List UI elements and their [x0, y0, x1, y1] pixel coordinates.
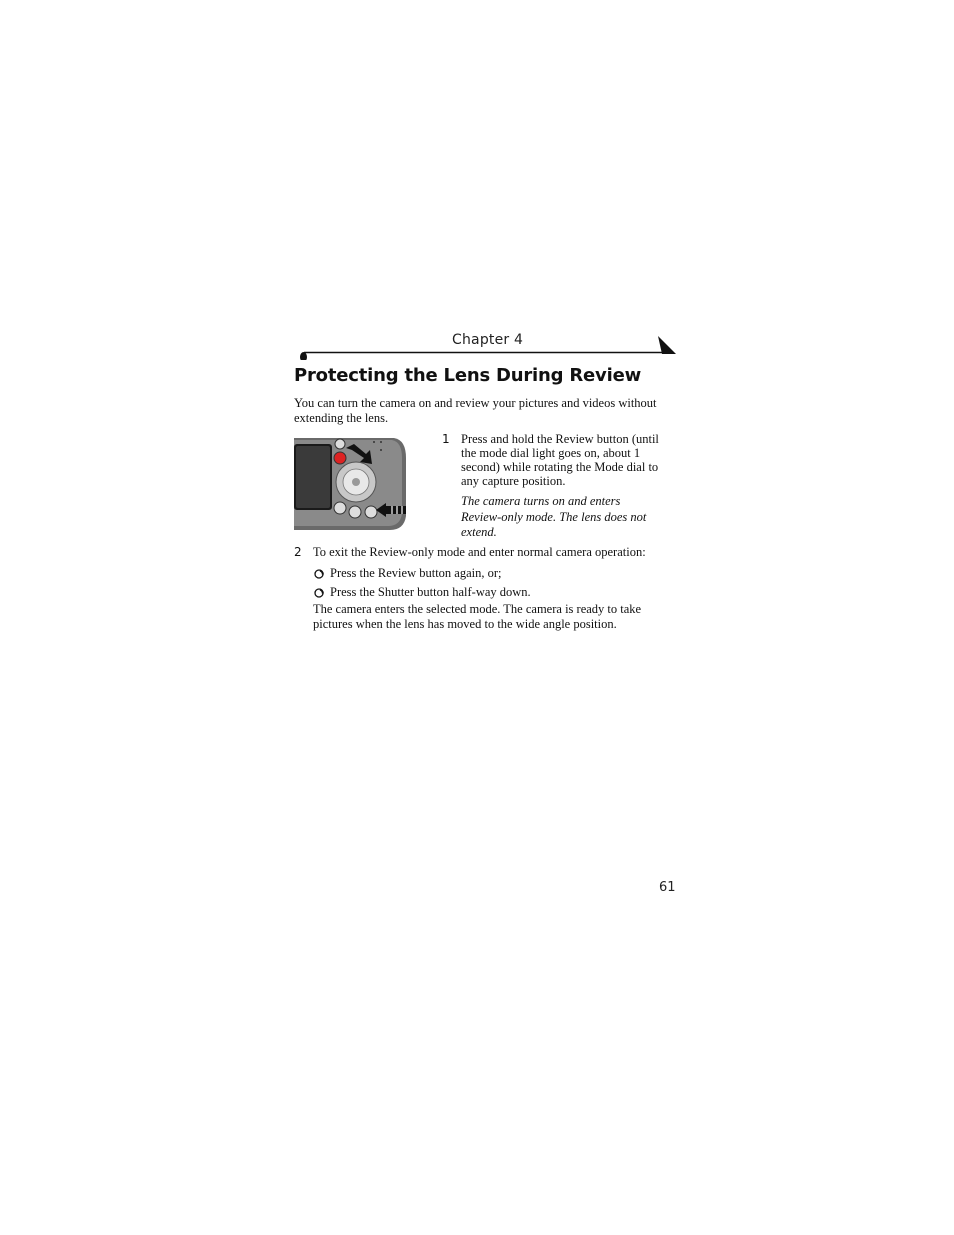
checkbox-bullet-icon [314, 588, 324, 598]
list-item [313, 583, 531, 602]
chapter-label: Chapter 4 [452, 332, 524, 348]
option-text: Press the Shutter button half-way down. [330, 585, 531, 599]
page-number: 61 [659, 880, 676, 895]
camera-illustration [294, 436, 410, 532]
step-number: 2 [294, 545, 302, 559]
step-text: Press and hold the Review button (until the mode dial light goes on, about 1 second) while rotating the Mode dial to any capture position. [461, 432, 659, 488]
checkbox-bullet-icon [314, 569, 324, 579]
step-result: The camera enters the selected mode. The camera is ready to take pictures when the lens has moved to the wide angle position. [313, 602, 642, 631]
step-text: To exit the Review-only mode and enter normal camera operation: [313, 545, 646, 559]
list-item [313, 564, 531, 583]
intro-paragraph: You can turn the camera on and review your pictures and videos without extending the lens. [294, 396, 657, 425]
option-list [313, 564, 531, 602]
section-title: Protecting the Lens During Review [294, 365, 642, 386]
chapter-header [296, 330, 680, 358]
step-result: The camera turns on and enters Review-only mode. The lens does not extend. [461, 494, 647, 539]
camera-back-icon [294, 436, 410, 532]
step-number: 1 [442, 432, 450, 446]
option-text: Press the Review button again, or; [330, 566, 502, 580]
